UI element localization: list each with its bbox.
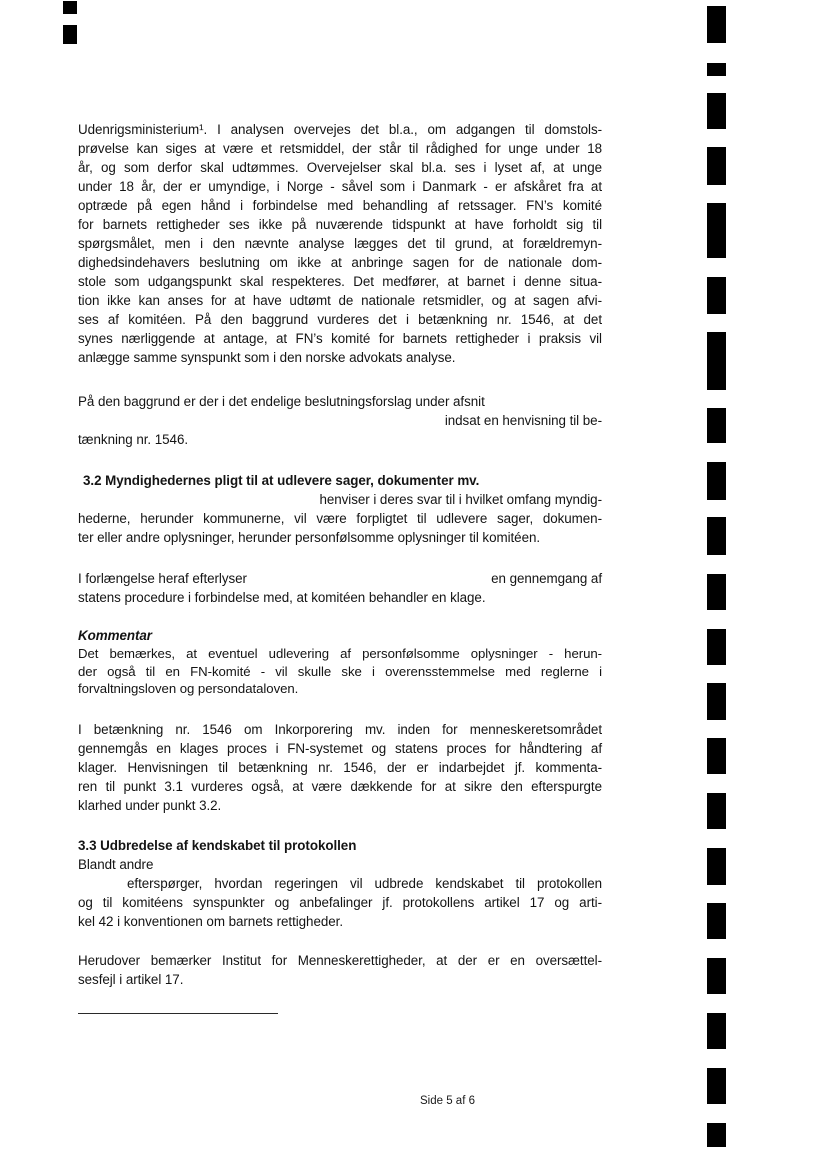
scan-mark [707, 277, 726, 314]
text-line: synes nærliggende at antage, at FN’s komité for barnets rettigheder i praksis vil [78, 331, 602, 346]
paragraph-analysis [78, 120, 602, 367]
text-line: Udenrigsministerium¹. I analysen overvejes det bl.a., om adgangen til domstols- [78, 122, 602, 137]
scan-mark [707, 6, 726, 43]
scan-mark [707, 1123, 726, 1147]
scan-mark [63, 25, 77, 44]
text-line-redacted-left: indsat en henvisning til be- [444, 413, 602, 428]
text-line: hederne, herunder kommunerne, vil være forpligtet til udlevere sager, dokumen- [78, 511, 602, 526]
text-fragment: en gennemgang af [491, 571, 602, 586]
text-line: ren til punkt 3.1 vurderes også, at være dækkende for at sikre den efterspurgte [78, 779, 602, 794]
scan-mark [707, 903, 726, 939]
text-line: gennemgås en klages proces i FN-systemet og statens proces for håndtering af [78, 741, 602, 756]
text-line: optræde på egen hånd i forbindelse med behandling af retssager. FN’s komité [78, 198, 602, 213]
text-line-redacted-right: Blandt andre [78, 857, 154, 872]
paragraph-forlaengelse [78, 569, 602, 607]
text-line: klarhed under punkt 3.2. [78, 798, 222, 813]
paragraph-udlevere [78, 490, 602, 547]
scan-mark [707, 332, 726, 390]
scan-mark [707, 848, 726, 885]
scan-mark [707, 63, 726, 76]
kommentar-paragraph [78, 645, 602, 698]
heading-3-2: 3.2 Myndighedernes pligt til at udlevere sager, dokumenter mv. [83, 473, 480, 488]
scan-mark [707, 517, 726, 555]
text-line: for barnets rettigheder ses ikke på nuværende tidspunkt at have forholdt sig til [78, 217, 602, 232]
text-line: spørgsmålet, men i den nævnte analyse lægges det til grund, at forældremyn- [78, 236, 602, 251]
heading-3-3: 3.3 Udbredelse af kendskabet til protokollen [78, 838, 357, 853]
paragraph-udbredelse [78, 855, 602, 931]
scan-mark [707, 1013, 726, 1049]
paragraph-oversaettelsesfejl [78, 951, 602, 989]
scan-mark [707, 793, 726, 829]
text-line: kel 42 i konventionen om barnets rettigheder. [78, 914, 343, 929]
text-line: I betænkning nr. 1546 om Inkorporering mv. inden for menneskeretsområdet [78, 722, 602, 737]
text-line: sesfejl i artikel 17. [78, 972, 184, 987]
scan-mark [707, 1068, 726, 1104]
scan-mark [707, 629, 726, 665]
footnote-separator [78, 1013, 278, 1014]
text-line: tænkning nr. 1546. [78, 432, 189, 447]
text-line: prøvelse kan siges at være et retsmiddel, der står til rådighed for unge under 18 [78, 141, 602, 156]
text-line: statens procedure i forbindelse med, at komitéen behandler en klage. [78, 590, 486, 605]
scan-mark [707, 203, 726, 258]
text-line: Herudover bemærker Institut for Menneskerettigheder, at der er en oversættel- [78, 953, 602, 968]
scan-mark [707, 958, 726, 994]
scan-mark [707, 93, 726, 129]
scan-mark [707, 147, 726, 185]
scan-mark [707, 408, 726, 443]
text-line: På den baggrund er der i det endelige beslutningsforslag under afsnit [78, 394, 485, 409]
text-line: ter eller andre oplysninger, herunder personfølsomme oplysninger til komitéen. [78, 530, 541, 545]
text-line: der også til en FN-komité - vil skulle ske i overensstemmelse med reglerne i [78, 663, 602, 679]
scan-mark [63, 1, 77, 14]
paragraph-betaenkning [78, 720, 602, 815]
scan-mark [707, 574, 726, 610]
text-line-redacted-left: henviser i deres svar til i hvilket omfang myndig- [319, 492, 602, 507]
text-line: forvaltningsloven og persondataloven. [78, 681, 299, 696]
text-line: stole som udgangspunkt skal respekteres. Det medfører, at barnet i denne situa- [78, 274, 602, 289]
text-line-redacted-left: efterspørger, hvordan regeringen vil udbrede kendskabet til protokollen [127, 876, 602, 891]
text-line: under 18 år, der er umyndige, i Norge - såvel som i Danmark - er afskåret fra at [78, 179, 602, 194]
text-line: tion ikke kan anses for at have udtømt de nationale retsmidler, og at sagen afvi- [78, 293, 602, 308]
text-fragment: I forlængelse heraf efterlyser [78, 571, 247, 586]
text-line-redacted-middle [78, 569, 602, 588]
scan-mark [707, 462, 726, 500]
text-line: klager. Henvisningen til betænkning nr. 1546, der er indarbejdet jf. kommenta- [78, 760, 602, 775]
text-line: Det bemærkes, at eventuel udlevering af personfølsomme oplysninger - herun- [78, 646, 602, 661]
text-line: og til komitéens synspunkter og anbefalinger jf. protokollens artikel 17 og arti- [78, 895, 602, 910]
scan-mark [707, 738, 726, 774]
text-line: ses af komitéen. På den baggrund vurderes det i betænkning nr. 1546, at det [78, 312, 602, 327]
page-number: Side 5 af 6 [420, 1095, 475, 1107]
kommentar-heading: Kommentar [78, 628, 152, 643]
text-line: anlægge samme synspunkt som i den norske advokats analyse. [78, 350, 456, 365]
text-line: år, og som derfor skal udtømmes. Overvejelser skal bl.a. ses i lyset af, at unge [78, 160, 602, 175]
scan-mark [707, 683, 726, 720]
paragraph-beslutningsforslag [78, 392, 602, 449]
text-line: dighedsindehavers beslutning om ikke at anbringe sagen for de nationale dom- [78, 255, 602, 270]
